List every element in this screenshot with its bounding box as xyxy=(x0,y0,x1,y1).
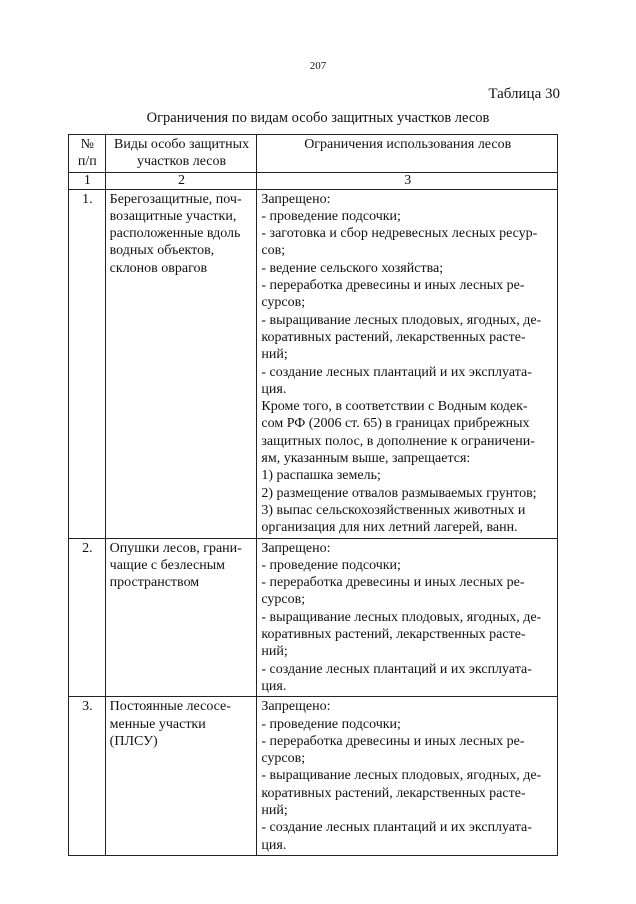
zone-type xyxy=(105,697,257,856)
restriction-line: - создание лесных плантаций и их эксплуата- xyxy=(261,661,532,677)
restriction-line: - выращивание лесных плодовых, ягодных, де- xyxy=(261,312,542,328)
table-body xyxy=(69,189,558,855)
restrictions-text xyxy=(257,538,558,697)
restriction-line: сурсов; xyxy=(261,592,306,608)
restriction-line: ция. xyxy=(261,837,287,853)
restriction-line: - ведение сельского хозяйства; xyxy=(261,260,444,276)
restriction-line: - заготовка и сбор недревесных лесных ресур- xyxy=(261,226,538,242)
restriction-line: - переработка древесины и иных лесных ре- xyxy=(261,733,525,749)
restriction-line: защитных полос, в дополнение к ограничени- xyxy=(261,433,535,449)
header-type-line: Виды особо защитных xyxy=(113,137,250,152)
restriction-line: - создание лесных плантаций и их эксплуата- xyxy=(261,364,532,380)
page-number: 207 xyxy=(309,60,327,72)
table-row xyxy=(69,697,558,856)
restriction-line: Запрещено: xyxy=(261,699,331,715)
restriction-line: 2) размещение отвалов размываемых грунтов; xyxy=(261,485,537,501)
zone-type-line: Постоянные лесосе- xyxy=(109,699,231,715)
zone-type-line: расположенные вдоль xyxy=(109,226,241,242)
restriction-line: ция. xyxy=(261,678,287,694)
header-num xyxy=(69,135,106,173)
restriction-line: коративных растений, лекарственных расте- xyxy=(261,785,526,801)
row-number: 1. xyxy=(69,189,106,538)
restriction-line: 3) выпас сельскохозяйственных животных и xyxy=(261,502,526,518)
zone-type-line: (ПЛСУ) xyxy=(109,733,158,749)
restrictions-text xyxy=(257,697,558,856)
column-index: 1 xyxy=(69,172,106,189)
row-number: 2. xyxy=(69,538,106,697)
zone-type-line: пространством xyxy=(109,575,200,591)
restriction-line: Кроме того, в соответствии с Водным кодек- xyxy=(261,399,528,415)
zone-type-line: Опушки лесов, грани- xyxy=(109,540,242,556)
header-restrictions: Ограничения использования лесов xyxy=(257,135,558,173)
restrictions-table xyxy=(68,134,558,856)
restriction-line: коративных растений, лекарственных расте- xyxy=(261,329,526,345)
zone-type-line: водных объектов, xyxy=(109,243,215,259)
table-row xyxy=(69,538,558,697)
restriction-line: организация для них летний лагерей, ванн. xyxy=(261,520,518,536)
restriction-line: сурсов; xyxy=(261,751,306,767)
restriction-line: - выращивание лесных плодовых, ягодных, де- xyxy=(261,609,542,625)
restrictions-text xyxy=(257,189,558,538)
restriction-line: ний; xyxy=(261,347,288,363)
zone-type-line: возащитные участки, xyxy=(109,208,237,224)
column-index: 3 xyxy=(257,172,558,189)
table-label: Таблица 30 xyxy=(488,86,560,102)
zone-type-line: склонов оврагов xyxy=(109,260,208,276)
restriction-line: - переработка древесины и иных лесных ре- xyxy=(261,575,525,591)
restriction-line: - проведение подсочки; xyxy=(261,716,401,732)
restriction-line: - выращивание лесных плодовых, ягодных, де- xyxy=(261,768,542,784)
zone-type xyxy=(105,189,257,538)
header-type-line: участков лесов xyxy=(136,154,227,170)
table-title: Ограничения по видам особо защитных участков лесов xyxy=(146,110,490,126)
restriction-line: ция. xyxy=(261,381,287,397)
restriction-line: коративных растений, лекарственных расте- xyxy=(261,627,526,643)
column-index-row xyxy=(69,172,558,189)
restriction-line: сом РФ (2006 ст. 65) в границах прибрежных xyxy=(261,416,530,432)
zone-type-line: Берегозащитные, поч- xyxy=(109,191,242,207)
restriction-line: ний; xyxy=(261,644,288,660)
header-type xyxy=(105,135,257,173)
zone-type-line: чащие с безлесным xyxy=(109,557,226,573)
header-num-line: п/п xyxy=(77,154,97,170)
restriction-line: ям, указанным выше, запрещается: xyxy=(261,451,471,467)
restriction-line: 1) распашка земель; xyxy=(261,468,381,484)
restriction-line: - проведение подсочки; xyxy=(261,208,401,224)
restriction-line: Запрещено: xyxy=(261,540,331,556)
restriction-line: - переработка древесины и иных лесных ре- xyxy=(261,278,525,294)
column-index: 2 xyxy=(105,172,257,189)
restriction-line: сурсов; xyxy=(261,295,306,311)
restriction-line: ний; xyxy=(261,802,288,818)
restriction-line: - создание лесных плантаций и их эксплуата- xyxy=(261,820,532,836)
header-row xyxy=(69,135,558,173)
restriction-line: - проведение подсочки; xyxy=(261,557,401,573)
restriction-line: сов; xyxy=(261,243,286,259)
zone-type xyxy=(105,538,257,697)
row-number: 3. xyxy=(69,697,106,856)
header-num-line: № xyxy=(80,137,95,152)
restriction-line: Запрещено: xyxy=(261,191,331,207)
zone-type-line: менные участки xyxy=(109,716,206,732)
table-row xyxy=(69,189,558,538)
